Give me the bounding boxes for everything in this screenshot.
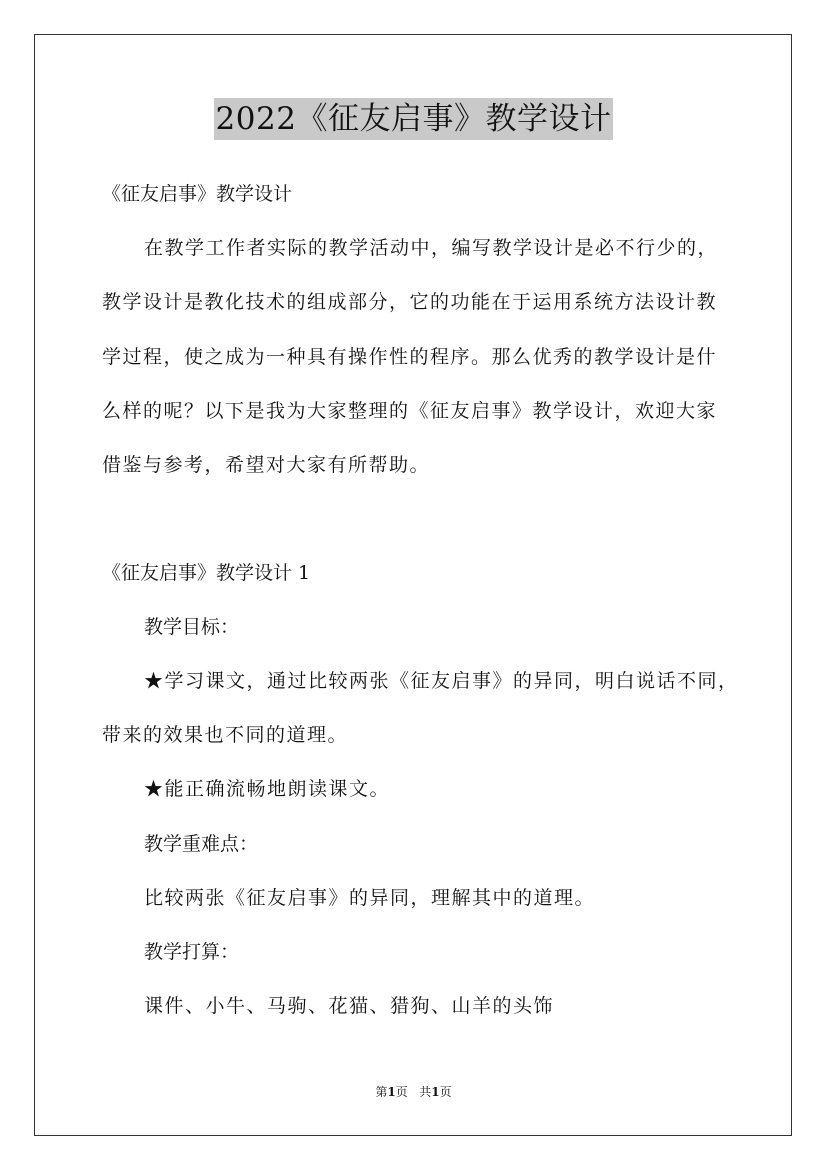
key-points-text: 比较两张《征友启事》的异同，理解其中的道理。 (144, 887, 596, 909)
page-footer (0, 1083, 827, 1100)
prep-label: 教学打算： (144, 941, 240, 963)
goal-1-line-1: ★学习课文，通过比较两张《征友启事》的异同，明白说话不同， (144, 670, 739, 692)
intro-line-1: 在教学工作者实际的教学活动中，编写教学设计是必不行少的， (144, 237, 719, 259)
title-container (0, 98, 827, 140)
prep-text: 课件、小牛、马驹、花猫、猎狗、山羊的头饰 (144, 995, 555, 1017)
intro-line-3: 学过程，使之成为一种具有操作性的程序。那么优秀的教学设计是什 (102, 346, 718, 368)
total-suffix: 页 (439, 1085, 452, 1099)
goal-1-line-2: 带来的效果也不同的道理。 (102, 724, 349, 746)
intro-line-4: 么样的呢？以下是我为大家整理的《征友启事》教学设计，欢迎大家 (102, 400, 718, 422)
page-suffix: 页 (395, 1085, 408, 1099)
total-pages: 1 (431, 1085, 440, 1099)
goals-label: 教学目标： (144, 616, 240, 638)
total-prefix: 共 (419, 1085, 432, 1099)
goal-2: ★能正确流畅地朗读课文。 (144, 778, 391, 800)
section-heading: 《征友启事》教学设计 1 (102, 562, 311, 584)
intro-line-5: 借鉴与参考，希望对大家有所帮助。 (102, 454, 431, 476)
key-points-label: 教学重难点： (144, 833, 259, 855)
page-number: 1 (387, 1085, 396, 1099)
intro-line-2: 教学设计是教化技术的组成部分，它的功能在于运用系统方法设计教 (102, 291, 718, 313)
document-title: 2022《征友启事》教学设计 (214, 98, 614, 140)
subtitle: 《征友启事》教学设计 (102, 183, 293, 205)
page-prefix: 第 (375, 1085, 388, 1099)
